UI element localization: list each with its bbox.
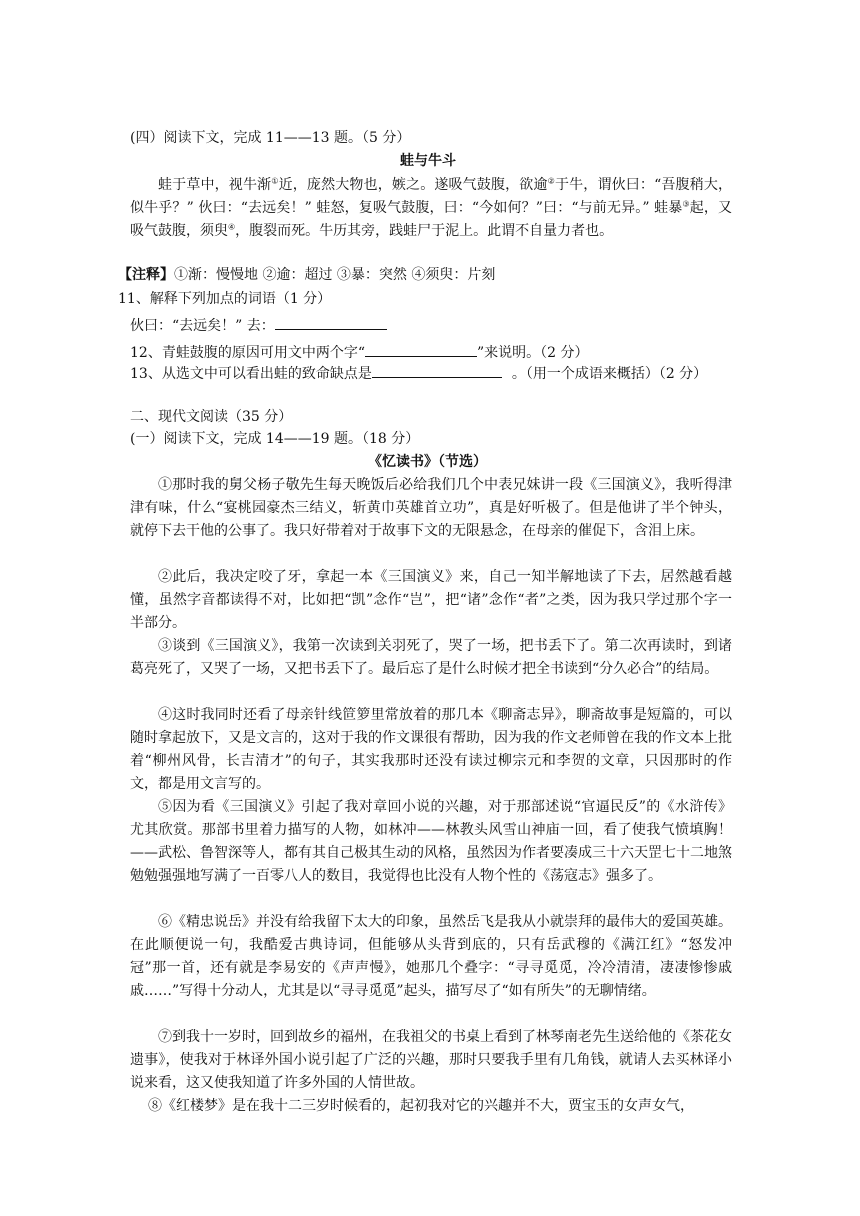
essay-paragraph-5: ⑤因为看《三国演义》引起了我对章回小说的兴趣，对于那部述说“官逼民反”的《水浒传》尤其欣赏。那部书里着力描写的人物，如林冲——林教头风雪山神庙一回，看了使我气愤填胸！——武松、鲁智深等人，都有其自己极其生动的风格，虽然因为作者要凑成三十六天罡七十二地煞勉勉强强地写满了一百零八人的数目，我觉得也比没有人物个性的《荡寇志》强多了。	[130, 799, 732, 884]
question-11: 11、解释下列加点的词语（1 分）	[118, 291, 332, 307]
question-12: 12、青蛙鼓腹的原因可用文中两个字“ ”来说明。（2 分）	[130, 342, 589, 362]
essay-paragraph-3: ③谈到《三国演义》，我第一次读到关羽死了，哭了一场，把书丢下了。第二次再读时，到诸葛亮死了，又哭了一场，又把书丢下了。最后忘了是什么时候才把全书读到“分久必合”的结局。	[130, 638, 732, 677]
question-11-item: 伙曰：“去远矣！” 去：	[130, 315, 387, 335]
story-title: 蛙与牛斗	[400, 153, 456, 169]
part2-subheader: (一）阅读下文，完成 14——19 题。（18 分）	[130, 431, 420, 447]
essay-paragraph-7: ⑦到我十一岁时，回到故乡的福州，在我祖父的书桌上看到了林琴南老先生送给他的《茶花女遗事》，使我对于林译外国小说引起了广泛的兴趣，那时只要我手里有几角钱，就请人去买林译小说来看，这又使我知道了许多外国的人情世故。	[130, 1029, 732, 1091]
story-paragraph: 蛙于草中，视牛渐①近，庞然大物也，嫉之。遂吸气鼓腹，欲逾②于牛，谓伙曰：“吾腹稍大，似牛乎？” 伙曰：“去远矣！” 蛙怒，复吸气鼓腹，曰：“今如何？”曰：“与前无异。” 蛙暴③起，又吸气鼓腹，须臾④，腹裂而死。牛历其旁，践蛙尸于泥上。此谓不自量力者也。	[130, 176, 733, 239]
essay-paragraph-8: ⑧《红楼梦》是在我十二三岁时候看的，起初我对它的兴趣并不大，贾宝玉的女声女气，	[148, 1098, 694, 1114]
part2-header: 二、现代文阅读（35 分）	[130, 409, 293, 425]
essay-paragraph-1: ①那时我的舅父杨子敬先生每天晚饭后必给我们几个中表兄妹讲一段《三国演义》，我听得津津有味，什么“宴桃园豪杰三结义，斩黄巾英雄首立功”，真是好听极了。但是他讲了半个钟头，就停下去干他的公事了。我只好带着对于故事下文的无限悬念，在母亲的催促下，含泪上床。	[130, 477, 732, 539]
essay-paragraph-4: ④这时我同时还看了母亲针线笸箩里常放着的那几本《聊斋志异》，聊斋故事是短篇的，可以随时拿起放下，又是文言的，这对于我的作文课很有帮助，因为我的作文老师曾在我的作文本上批着“柳州风骨，长吉清才”的句子，其实我那时还没有读过柳宗元和李贺的文章，只因那时的作文，都是用文言写的。	[130, 707, 732, 792]
notes: 【注释】①渐：慢慢地 ②逾：超过 ③暴：突然 ④须臾：片刻	[118, 267, 496, 283]
essay-paragraph-2: ②此后，我决定咬了牙，拿起一本《三国演义》来，自己一知半解地读了下去，居然越看越懂，虽然字音都读得不对，比如把“凯”念作“岂”，把“诸”念作“者”之类，因为我只学过那个字一半部分。	[130, 569, 732, 631]
answer-blank-11[interactable]	[275, 315, 387, 330]
answer-blank-13[interactable]	[372, 363, 502, 378]
essay-title: 《忆读书》（节选）	[368, 454, 487, 470]
essay-paragraph-6: ⑥《精忠说岳》并没有给我留下太大的印象，虽然岳飞是我从小就崇拜的最伟大的爱国英雄。在此顺便说一句，我酷爱古典诗词，但能够从头背到底的，只有岳武穆的《满江红》“怒发冲冠”那一首，还有就是李易安的《声声慢》，她那几个叠字：“寻寻觅觅，冷冷清清，凄凄惨惨戚戚……”写得十分动人，尤其是以“寻寻觅觅”起头，描写尽了“如有所失”的无聊情绪。	[130, 914, 732, 999]
section4-header: (四）阅读下文，完成 11——13 题。（5 分）	[130, 130, 411, 146]
answer-blank-12[interactable]	[365, 342, 477, 357]
question-13: 13、从选文中可以看出蛙的致命缺点是 。（用一个成语来概括）（2 分）	[130, 363, 707, 383]
